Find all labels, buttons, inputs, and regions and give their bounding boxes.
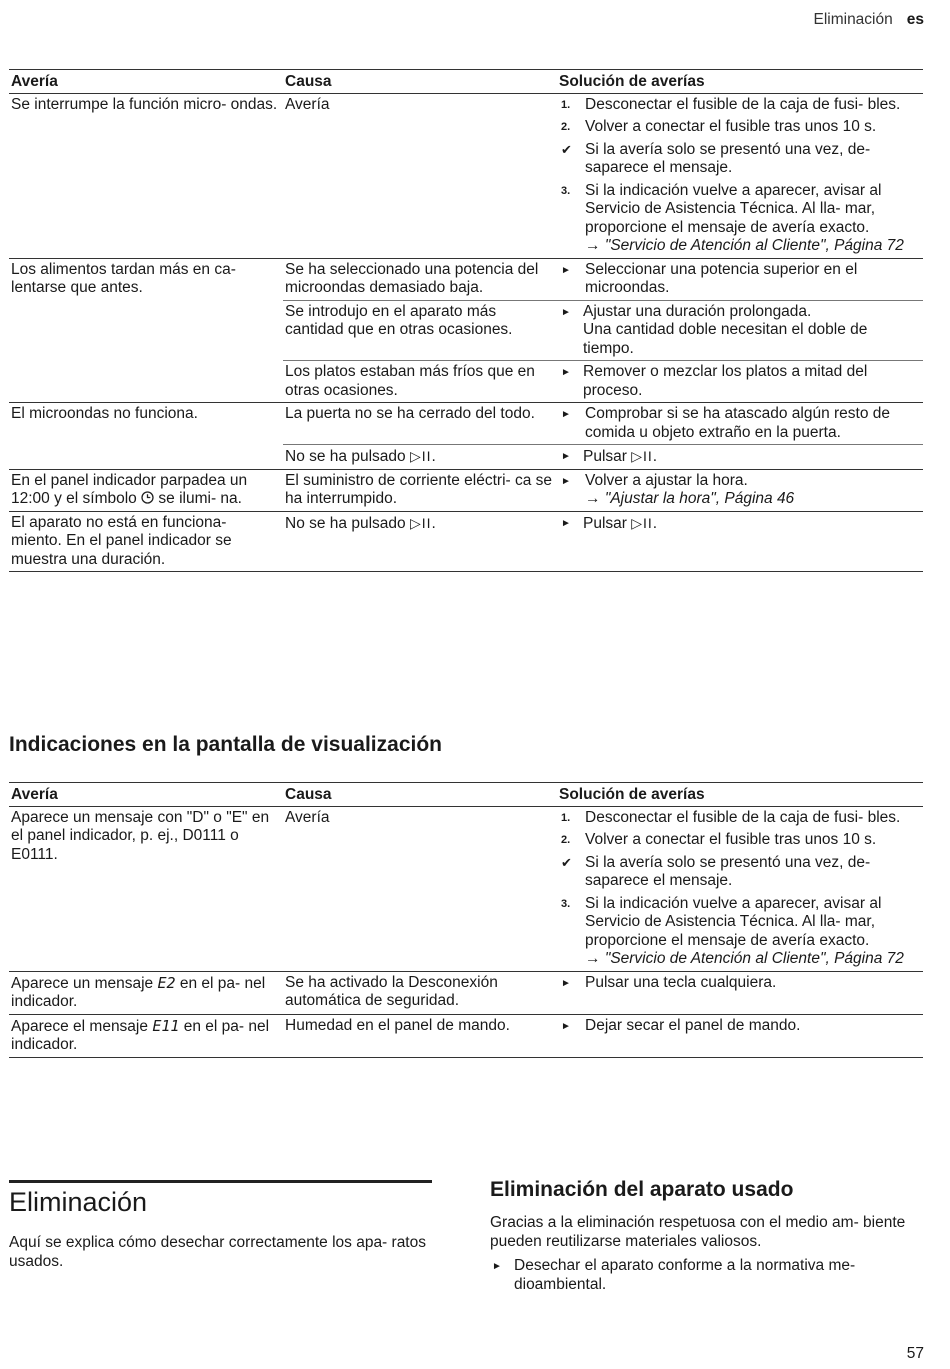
step-text: Si la avería solo se presentó una vez, de- saparece el mensaje.: [585, 853, 871, 889]
triangle-right-icon: ►: [492, 1261, 502, 1272]
triangle-right-icon: ►: [561, 367, 571, 378]
solution-note: Una cantidad doble necesitan el doble de tiempo.: [583, 321, 868, 357]
step-text: Si la indicación vuelve a aparecer, avisar al Servicio de Asistencia Técnica. Al lla- mar, proporcione el mensaje de avería exacto.: [585, 894, 882, 949]
table-row: [9, 93, 923, 258]
col-header-solucion: Solución de averías: [557, 70, 923, 94]
header-section: Eliminación: [813, 11, 893, 28]
solucion-cell: [557, 258, 923, 300]
triangle-right-icon: ►: [561, 977, 571, 989]
clock-icon: [141, 490, 154, 507]
arrow-right-icon: →: [585, 490, 601, 507]
causa-cell: Los platos estaban más fríos que en otras ocasiones.: [283, 361, 557, 403]
fault-table-1: [9, 69, 923, 572]
step-text: Desconectar el fusible de la caja de fusi- bles.: [585, 808, 901, 826]
col-header-causa: Causa: [283, 783, 557, 807]
step-text: Desconectar el fusible de la caja de fusi- bles.: [585, 95, 901, 113]
causa-cell: No se ha pulsado ▷II.: [283, 511, 557, 572]
col-header-averia: Avería: [9, 70, 283, 94]
arrow-right-icon: →: [585, 950, 601, 967]
solution-text: Remover o mezclar los platos a mitad del proceso.: [583, 363, 868, 399]
solucion-cell: [557, 300, 923, 361]
causa-cell: No se ha pulsado ▷II.: [283, 445, 557, 470]
step-number: 1.: [561, 811, 571, 824]
section-title-indicaciones: Indicaciones en la pantalla de visualización: [9, 733, 442, 756]
step-item: [559, 895, 921, 969]
causa-cell: Avería: [283, 806, 557, 971]
bullet-text: Desechar el aparato conforme a la normativa me- dioambiental.: [514, 1257, 856, 1293]
step-number: 3.: [561, 184, 571, 197]
averia-cell: Se interrumpe la función micro- ondas.: [9, 93, 283, 258]
solucion-cell: [557, 469, 923, 511]
step-item: [559, 809, 921, 828]
start-stop-icon: ▷II: [409, 514, 432, 531]
header-lang: es: [906, 11, 924, 28]
step-text: Si la indicación vuelve a aparecer, avisar al Servicio de Asistencia Técnica. Al lla- mar, proporcione el mensaje de avería exacto.: [585, 181, 882, 236]
table-row: [9, 403, 923, 445]
step-number: 2.: [561, 121, 571, 133]
averia-text: en el pa- nel indicador.: [11, 974, 266, 1010]
display-code: E2: [157, 973, 176, 992]
bullet-item: [490, 1256, 910, 1294]
solution-text: Dejar secar el panel de mando.: [585, 1016, 801, 1034]
table-row: [9, 1014, 923, 1057]
chapter-intro: Aquí se explica cómo desechar correctamente los apa- ratos usados.: [9, 1234, 426, 1270]
averia-text: Aparece un mensaje: [11, 974, 154, 992]
averia-cell: [9, 1014, 283, 1057]
solucion-cell: [557, 806, 923, 971]
step-number: 2.: [561, 834, 571, 846]
solution-text: Pulsar una tecla cualquiera.: [585, 973, 777, 991]
display-code: E11: [152, 1016, 180, 1035]
averia-cell: El microondas no funciona.: [9, 403, 283, 470]
start-stop-icon: ▷II: [409, 448, 432, 464]
reference-text: "Servicio de Atención al Cliente", Página 72: [604, 237, 904, 254]
step-number: 3.: [561, 897, 571, 910]
averia-cell: Los alimentos tardan más en ca- lentarse que antes.: [9, 258, 283, 403]
solution-text: Pulsar: [583, 448, 627, 465]
averia-text: en el pa- nel indicador.: [11, 1017, 270, 1053]
averia-text: se ilumi- na.: [158, 490, 242, 507]
solution-text: Volver a ajustar la hora.: [585, 471, 748, 489]
triangle-right-icon: ►: [561, 306, 571, 318]
col-header-averia: Avería: [9, 783, 283, 807]
solution-text: Comprobar si se ha atascado algún resto de comida u objeto extraño en la puerta.: [585, 405, 891, 441]
step-text: Volver a conectar el fusible tras unos 10 s.: [585, 118, 877, 135]
cross-reference-link[interactable]: [585, 950, 921, 969]
solucion-cell: ► Pulsar ▷II.: [557, 445, 923, 470]
triangle-right-icon: ►: [561, 264, 571, 276]
start-stop-icon: ▷II: [631, 448, 653, 464]
averia-cell: [9, 971, 283, 1014]
averia-text: En el panel indicador parpadea un 12:00 y el símbolo: [11, 471, 248, 507]
triangle-right-icon: ►: [561, 1020, 571, 1032]
col-header-causa: Causa: [283, 70, 557, 94]
step-item: [559, 141, 921, 178]
causa-cell: Humedad en el panel de mando.: [283, 1014, 557, 1057]
triangle-right-icon: ►: [561, 517, 571, 529]
step-text: Si la avería solo se presentó una vez, de- saparece el mensaje.: [585, 140, 871, 176]
chapter-title: Eliminación: [9, 1187, 148, 1217]
cause-text: No se ha pulsado: [285, 448, 406, 465]
table-row: [9, 971, 923, 1014]
running-header: [813, 11, 924, 30]
step-item: [559, 118, 921, 137]
solucion-cell: ► Pulsar ▷II.: [557, 511, 923, 572]
causa-cell: La puerta no se ha cerrado del todo.: [283, 403, 557, 445]
solucion-cell: [557, 1014, 923, 1057]
solucion-cell: [557, 93, 923, 258]
step-item: [559, 182, 921, 256]
table-row: [9, 469, 923, 511]
averia-cell: [9, 469, 283, 511]
table-row: [9, 258, 923, 300]
section-rule: [9, 1180, 432, 1183]
solution-text: Ajustar una duración prolongada.: [583, 302, 812, 320]
step-item: [559, 854, 921, 891]
cross-reference-link[interactable]: [585, 237, 921, 256]
col-header-solucion: Solución de averías: [557, 783, 923, 807]
step-item: [559, 831, 921, 850]
causa-cell: El suministro de corriente eléctri- ca se ha interrumpido.: [283, 469, 557, 511]
step-item: [559, 96, 921, 115]
averia-cell: El aparato no está en funciona- miento. En el panel indicador se muestra una duración.: [9, 511, 283, 572]
causa-cell: Se ha seleccionado una potencia del microondas demasiado baja.: [283, 258, 557, 300]
start-stop-icon: ▷II: [631, 514, 653, 531]
subsection-title: Eliminación del aparato usado: [490, 1178, 794, 1201]
averia-text: Aparece el mensaje: [11, 1017, 148, 1035]
causa-cell: Avería: [283, 93, 557, 258]
triangle-right-icon: ►: [561, 451, 571, 462]
cause-text: No se ha pulsado: [285, 514, 406, 532]
table-row: [9, 806, 923, 971]
page-number: 57: [906, 1344, 924, 1362]
causa-cell: Se introdujo en el aparato más cantidad que en otras ocasiones.: [283, 300, 557, 361]
causa-cell: Se ha activado la Desconexión automática de seguridad.: [283, 971, 557, 1014]
check-icon: ✔: [561, 141, 572, 157]
fault-table-2: [9, 782, 923, 1058]
check-icon: ✔: [561, 854, 572, 870]
arrow-right-icon: →: [585, 237, 601, 254]
averia-cell: Aparece un mensaje con "D" o "E" en el panel indicador, p. ej., D0111 o E0111.: [9, 806, 283, 971]
solution-text: Seleccionar una potencia superior en el microondas.: [585, 260, 858, 296]
solution-text: Pulsar: [583, 514, 627, 532]
solucion-cell: [557, 403, 923, 445]
cross-reference-link[interactable]: [585, 490, 921, 509]
triangle-right-icon: ►: [561, 475, 571, 487]
solucion-cell: [557, 361, 923, 403]
table-row: [9, 511, 923, 572]
reference-text: "Ajustar la hora", Página 46: [604, 490, 795, 507]
triangle-right-icon: ►: [561, 409, 571, 420]
step-text: Volver a conectar el fusible tras unos 10 s.: [585, 831, 877, 848]
solucion-cell: [557, 971, 923, 1014]
subsection-text: Gracias a la eliminación respetuosa con el medio am- biente pueden reutilizarse materiales valiosos.: [490, 1214, 906, 1250]
step-number: 1.: [561, 98, 571, 111]
reference-text: "Servicio de Atención al Cliente", Página 72: [604, 950, 904, 967]
